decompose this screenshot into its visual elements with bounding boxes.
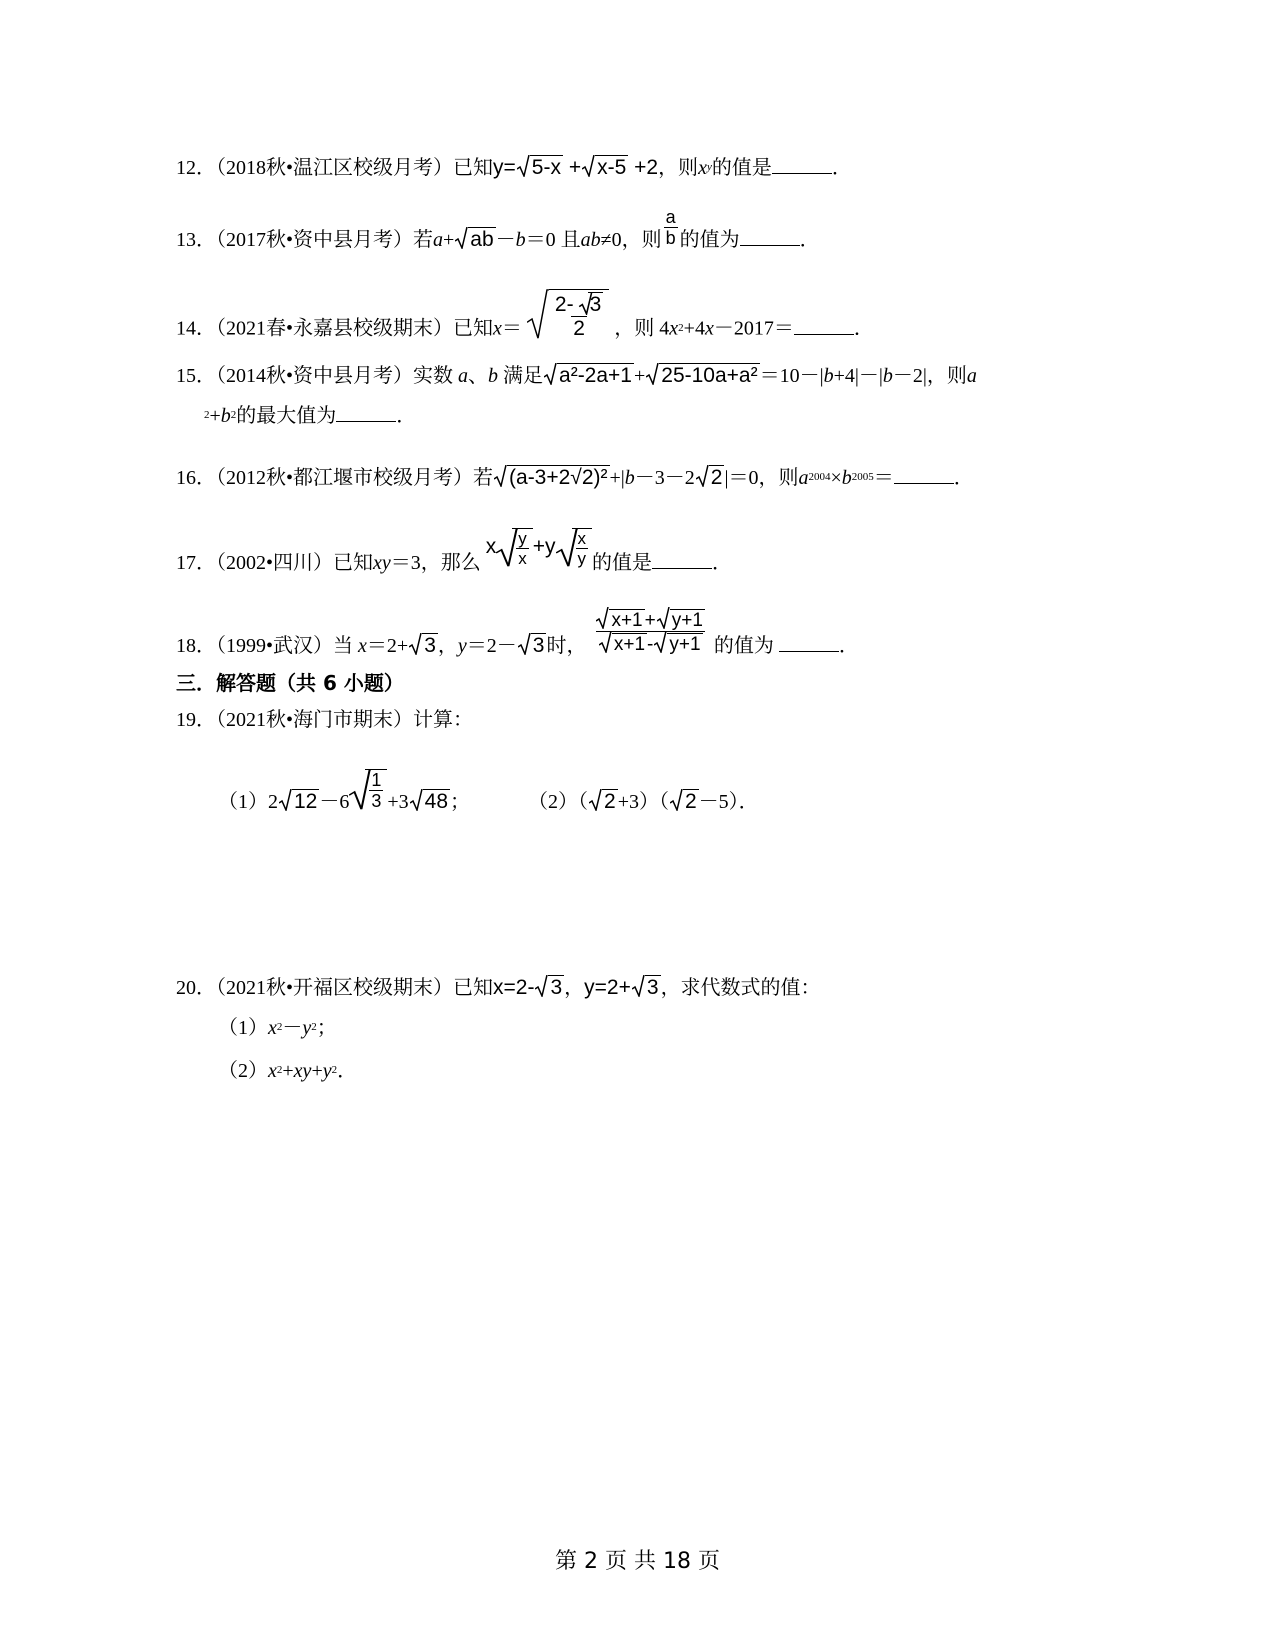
question-number: 12．: [176, 157, 216, 179]
question-16: 16．（2012秋•都江堰市校级月考）若 (a-3+2√2)² +|b－3－2 2 |＝0，则$a^{2004}\times b^{2005}=$ ．: [176, 466, 974, 489]
answer-blank[interactable]: [779, 635, 839, 652]
answer-blank[interactable]: [652, 552, 712, 569]
sqrt-symbol: 2- 3 2: [527, 289, 609, 339]
question-17: 17．（2002•四川）已知xy＝3，那么 x $\frac{y}{x}$ +y $\frac{x}{y}$ 的值是 ．: [176, 529, 733, 575]
question-20-part2: $(2)x^2+xy+y^2$．: [218, 1060, 358, 1082]
fraction: x+1 + y+1 x+1 - y+1: [593, 609, 706, 654]
fraction: $\frac{a}{b}$: [665, 207, 676, 248]
answer-blank[interactable]: [894, 467, 954, 484]
question-19: 19．（2021秋•海门市期末）计算：: [176, 709, 474, 731]
question-18: 18．（1999•武汉）当 x＝2+ 3 ，y＝2－ 3 时， x+1 + y+1 x+1 - y+1 的值为 ．: [176, 625, 859, 670]
answer-blank[interactable]: [740, 229, 800, 246]
section-heading: 三．解答题（共 6 小题）: [176, 671, 404, 695]
question-15: 15．（2014秋•资中县月考）实数 a、b 满足 a²-2a+1 + 25-10a+a² ＝10－|b+4|－|b－2|，则a: [176, 364, 977, 387]
question-12: 12．（2018秋•温江区校级月考）已知y= 5-x + x-5 +2，则$x^y$的值是 ．: [176, 156, 852, 179]
answer-blank[interactable]: [336, 405, 396, 422]
answer-blank[interactable]: [772, 157, 832, 174]
page-footer: 第 2 页 共 18 页: [555, 1549, 720, 1574]
question-20-part1: $(1)x^2-y^2$；: [218, 1017, 337, 1039]
question-13: 13．（2017秋•资中县月考）若a+ ab －b＝0 且ab≠0，则 $\frac{a}{b}$ 的值为 ．: [176, 207, 820, 252]
question-20: 20．（2021秋•开福区校级期末）已知x=2- 3 ，y=2+ 3 ，求代数式的值：: [176, 976, 821, 999]
question-19-parts: （1）2 12 －6 $\frac{1}{3}$ +3 48 ； （2）（ 2 +3）（ 2 －5）．: [218, 770, 759, 814]
answer-blank[interactable]: [794, 318, 854, 335]
sqrt-symbol: 5-x: [517, 155, 563, 178]
question-14: 14．（2021春•永嘉县校级期末）已知x＝ 2- 3 2 ，则 $4x^2+4x-2017=$ ．: [176, 305, 874, 355]
question-15-cont: $^2+b^2$的最大值为 ．: [204, 405, 417, 427]
